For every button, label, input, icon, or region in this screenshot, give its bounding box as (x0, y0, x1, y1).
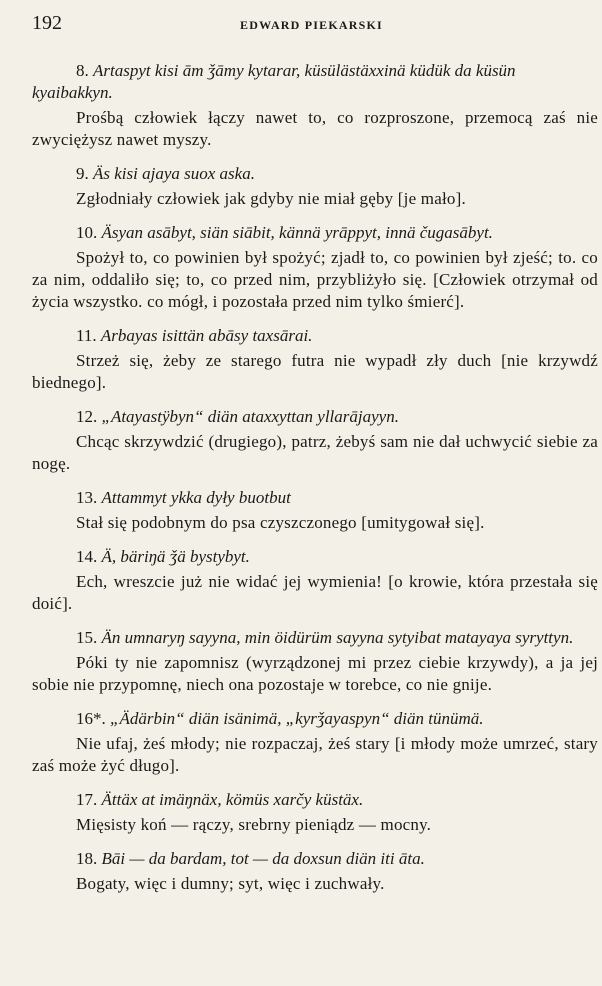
proverb-source: Äs kisi ajaya suox aska. (93, 164, 255, 183)
proverb-source: Artaspyt kisi ām ǯāmy kytarar, küsülästäxxinä küdük da küsün kyaibakkyn. (32, 61, 516, 102)
proverb-translation: Chcąc skrzywdzić (drugiego), patrz, żebyś sam nie dał uchwycić siebie za nogę. (32, 432, 598, 473)
proverb-translation: Prośbą człowiek łączy nawet to, co rozproszone, przemocą zaś nie zwyciężysz nawet myszy. (32, 108, 598, 149)
proverb-source: Ättäx at imäŋnäx, kömüs xarčy küstäx. (101, 790, 364, 809)
proverb-list (32, 60, 598, 907)
proverb-entry (32, 627, 598, 696)
proverb-translation: Zgłodniały człowiek jak gdyby nie miał gęby [je mało]. (76, 189, 466, 208)
proverb-source-line (32, 546, 598, 568)
proverb-entry (32, 222, 598, 313)
proverb-number: 12. (76, 407, 98, 426)
proverb-source: Ä, bäriŋä ǯä bystybyt. (101, 547, 250, 566)
page-number: 192 (32, 12, 62, 34)
proverb-number: 18. (76, 849, 98, 868)
proverb-entry (32, 325, 598, 394)
proverb-source: „Atayastÿbyn“ diän ataxxyttan yllarājayyn. (101, 407, 399, 426)
proverb-source: Attammyt ykka dyły buotbut (101, 488, 291, 507)
proverb-translation: Stał się podobnym do psa czyszczonego [umitygował się]. (76, 513, 485, 532)
proverb-number: 15. (76, 628, 98, 647)
proverb-number: 11. (76, 326, 97, 345)
proverb-number: 13. (76, 488, 98, 507)
proverb-translation: Mięsisty koń — rączy, srebrny pieniądz — mocny. (76, 815, 432, 834)
proverb-source-line (32, 487, 598, 509)
proverb-source-line (32, 222, 598, 244)
running-title: EDWARD PIEKARSKI (240, 18, 383, 32)
proverb-translation: Strzeż się, żeby ze starego futra nie wypadł zły duch [nie krzywdź biednego]. (32, 351, 598, 392)
page-header (32, 12, 590, 36)
proverb-source-line (32, 406, 598, 428)
proverb-source-line (32, 627, 598, 649)
proverb-number: 9. (76, 164, 89, 183)
proverb-entry (32, 848, 598, 895)
proverb-entry (32, 487, 598, 534)
proverb-source: Bāi — da bardam, tot — da doxsun diän iti āta. (101, 849, 425, 868)
proverb-entry (32, 546, 598, 615)
proverb-source-line (32, 708, 598, 730)
proverb-number: 17. (76, 790, 98, 809)
proverb-number: 14. (76, 547, 98, 566)
proverb-translation: Póki ty nie zapomnisz (wyrządzonej mi przez ciebie krzywdy), a ja jej sobie nie przypomnę, niech ona pozostaje w torebce, co nie gnije. (32, 653, 598, 694)
proverb-source: „Ädärbin“ diän isänimä, „kyrǯayaspyn“ diän tünümä. (110, 709, 484, 728)
proverb-translation: Ech, wreszcie już nie widać jej wymienia! [o krowie, która przestała się doić]. (32, 572, 598, 613)
proverb-source: Arbayas isittän abāsy taxsārai. (100, 326, 313, 345)
proverb-entry (32, 406, 598, 475)
proverb-translation: Nie ufaj, żeś młody; nie rozpaczaj, żeś stary [i młody może umrzeć, stary zaś może żyć długo]. (32, 734, 598, 775)
proverb-translation: Bogaty, więc i dumny; syt, więc i zuchwały. (76, 874, 385, 893)
proverb-entry (32, 789, 598, 836)
proverb-source-line (32, 848, 598, 870)
proverb-source: Äsyan asābyt, siän siābit, kännä yrāppyt, innä čugasābyt. (101, 223, 493, 242)
proverb-source: Än umnaryŋ sayyna, min öidürüm sayyna sytyibat matayaya syryttyn. (101, 628, 574, 647)
proverb-number: 8. (76, 61, 89, 80)
proverb-entry (32, 708, 598, 777)
proverb-entry (32, 163, 598, 210)
proverb-source-line (32, 325, 598, 347)
proverb-source-line (32, 60, 598, 104)
proverb-source-line (32, 163, 598, 185)
proverb-number: 16*. (76, 709, 106, 728)
proverb-source-line (32, 789, 598, 811)
proverb-entry (32, 60, 598, 151)
proverb-number: 10. (76, 223, 98, 242)
proverb-translation: Spożył to, co powinien był spożyć; zjadł to, co powinien był zjeść; to. co za nim, oddaliło się; to, co przed nim, przybliżyło się. [Człowiek otrzymał od życia wszystko. co mógł, i pozostała przed nim tylko śmierć]. (32, 248, 598, 311)
